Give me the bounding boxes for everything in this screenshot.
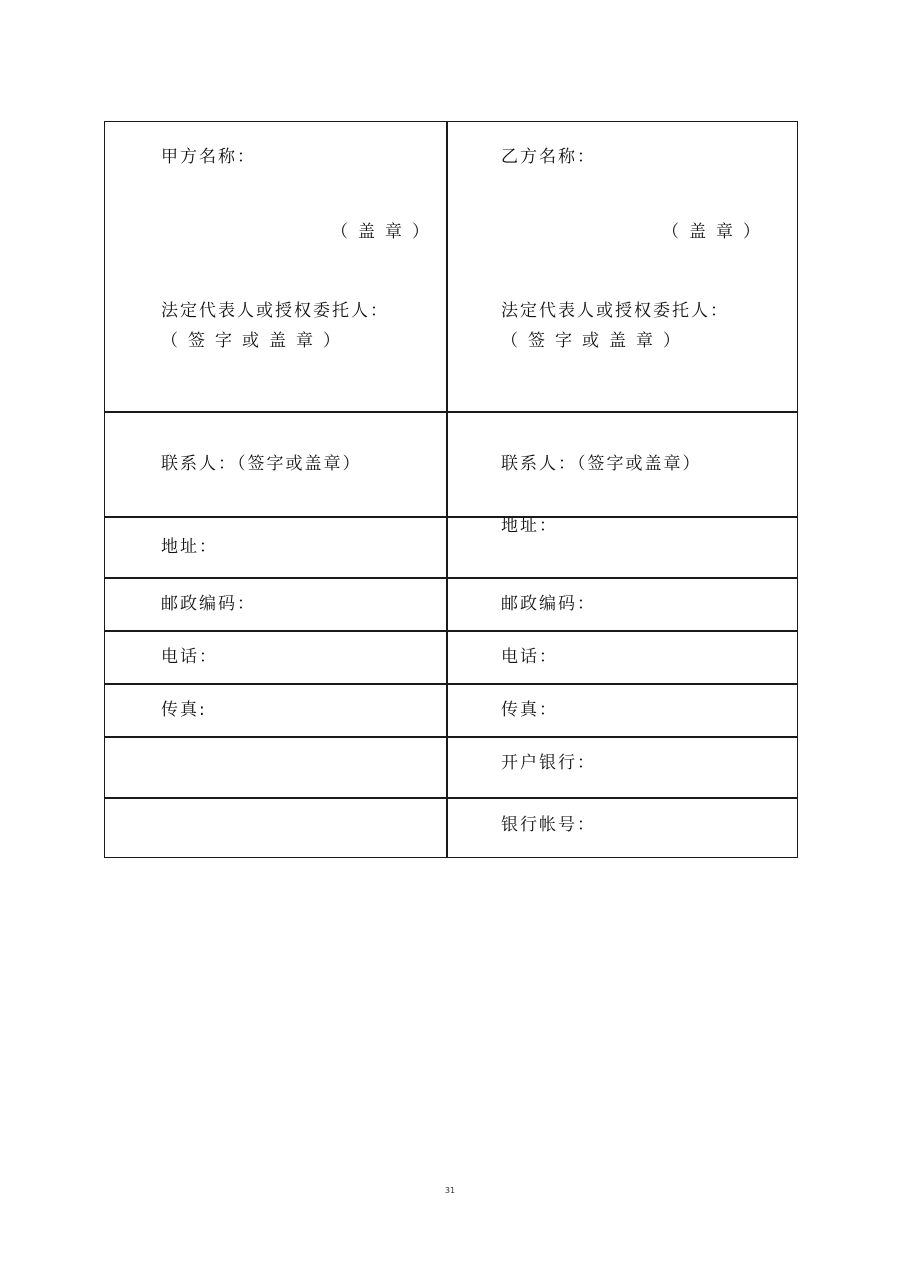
party-b-bank-label: 开户银行： bbox=[501, 753, 596, 773]
party-a-phone-label: 电话： bbox=[161, 647, 218, 667]
party-a-name-label: 甲方名称： bbox=[161, 147, 256, 167]
column-divider bbox=[446, 122, 448, 857]
party-b-postcode-label: 邮政编码： bbox=[501, 594, 596, 614]
party-a-rep-label: 法定代表人或授权委托人： bbox=[161, 301, 389, 321]
party-b-rep-label: 法定代表人或授权委托人： bbox=[501, 301, 729, 321]
party-a-postcode-label: 邮政编码： bbox=[161, 594, 256, 614]
row-divider bbox=[105, 411, 797, 413]
row-divider bbox=[105, 577, 797, 579]
party-a-seal-label: （盖章） bbox=[331, 222, 439, 242]
party-b-rep-sign-label: （签字或盖章） bbox=[501, 331, 690, 351]
party-a-fax-label: 传真: bbox=[161, 700, 207, 720]
signature-table bbox=[104, 121, 798, 858]
party-b-name-label: 乙方名称： bbox=[501, 147, 596, 167]
row-divider bbox=[105, 630, 797, 632]
row-divider bbox=[105, 516, 797, 518]
party-b-seal-label: （盖章） bbox=[662, 222, 770, 242]
party-b-account-label: 银行帐号： bbox=[501, 815, 596, 835]
page-number: 31 bbox=[444, 1186, 456, 1195]
party-a-rep-sign-label: （签字或盖章） bbox=[161, 331, 350, 351]
party-b-fax-label: 传真： bbox=[501, 700, 558, 720]
party-b-phone-label: 电话： bbox=[501, 647, 558, 667]
party-b-address-label: 地址： bbox=[501, 516, 558, 536]
row-divider bbox=[105, 736, 797, 738]
row-divider bbox=[105, 683, 797, 685]
row-divider bbox=[105, 797, 797, 799]
party-a-address-label: 地址： bbox=[161, 537, 218, 557]
party-b-contact-label: 联系人：（签字或盖章） bbox=[501, 454, 702, 474]
party-a-contact-label: 联系人：（签字或盖章） bbox=[161, 454, 362, 474]
